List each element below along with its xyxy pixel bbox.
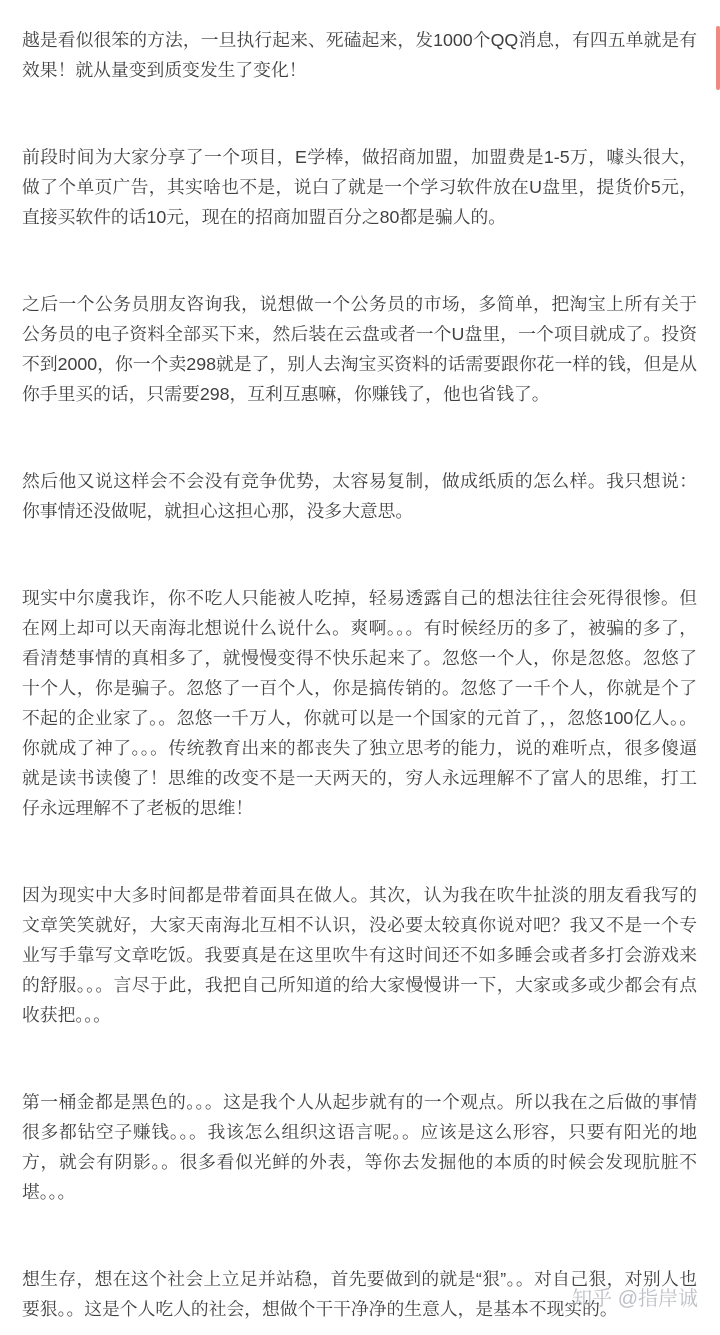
zhihu-watermark: 知乎 @指岸诚 bbox=[572, 1288, 698, 1310]
paragraph: 现实中尔虞我诈，你不吃人只能被人吃掉，轻易透露自己的想法往往会死得很惨。但在网上却可以天南海北想说什么说什么。爽啊。。。有时候经历的多了，被骗的多了，看清楚事情的真相多了，就慢慢变得不快乐起来了。忽悠一个人，你是忽悠。忽悠了十个人，你是骗子。忽悠了一百个人，你是搞传销的。忽悠了一千个人，你就是个了不起的企业家了。。忽悠一千万人，你就可以是一个国家的元首了，，忽悠100亿人。。你就成了神了。。。传统教育出来的都丧失了独立思考的能力，说的难听点，很多傻逼就是读书读傻了！思维的改变不是一天两天的，穷人永远理解不了富人的思维，打工仔永远理解不了老板的思维！ bbox=[22, 588, 697, 818]
paragraph: 越是看似很笨的方法，一旦执行起来、死磕起来，发1000个QQ消息，有四五单就是有效果！就从量变到质变发生了变化！ bbox=[22, 30, 697, 80]
paragraph: 前段时间为大家分享了一个项目，E学棒，做招商加盟，加盟费是1-5万，噱头很大，做了个单页广告，其实啥也不是，说白了就是一个学习软件放在U盘里，提货价5元，直接买软件的话10元，现在的招商加盟百分之80都是骗人的。 bbox=[22, 147, 697, 227]
paragraph: 因为现实中大多时间都是带着面具在做人。其次，认为我在吹牛扯淡的朋友看我写的文章笑笑就好，大家天南海北互相不认识，没必要太较真你说对吧？我又不是一个专业写手靠写文章吃饭。我要真是在这里吹牛有这时间还不如多睡会或者多打会游戏来的舒服。。。言尽于此，我把自己所知道的给大家慢慢讲一下，大家或多或少都会有点收获把。。。 bbox=[22, 885, 697, 1025]
scrollbar-thumb[interactable] bbox=[716, 26, 720, 90]
paragraph: 之后一个公务员朋友咨询我，说想做一个公务员的市场，多简单，把淘宝上所有关于公务员的电子资料全部买下来，然后装在云盘或者一个U盘里，一个项目就成了。投资不到2000，你一个卖298就是了，别人去淘宝买资料的话需要跟你花一样的钱，但是从你手里买的话，只需要298，互利互惠嘛，你赚钱了，他也省钱了。 bbox=[22, 294, 697, 404]
paragraph: 想生存，想在这个社会上立足并站稳，首先要做到的就是“狠”。。对自己狠，对别人也要狠。。这是个人吃人的社会，想做个干干净净的生意人，是基本不现实的。 bbox=[22, 1269, 697, 1319]
paragraph: 然后他又说这样会不会没有竞争优势，太容易复制，做成纸质的怎么样。我只想说：你事情还没做呢，就担心这担心那，没多大意思。 bbox=[22, 471, 697, 521]
paragraph: 第一桶金都是黑色的。。。这是我个人从起步就有的一个观点。所以我在之后做的事情很多都钻空子赚钱。。。我该怎么组织这语言呢。。应该是这么形容，只要有阳光的地方，就会有阴影。。很多看似光鲜的外表，等你去发掘他的本质的时候会发现肮脏不堪。。。 bbox=[22, 1092, 697, 1202]
